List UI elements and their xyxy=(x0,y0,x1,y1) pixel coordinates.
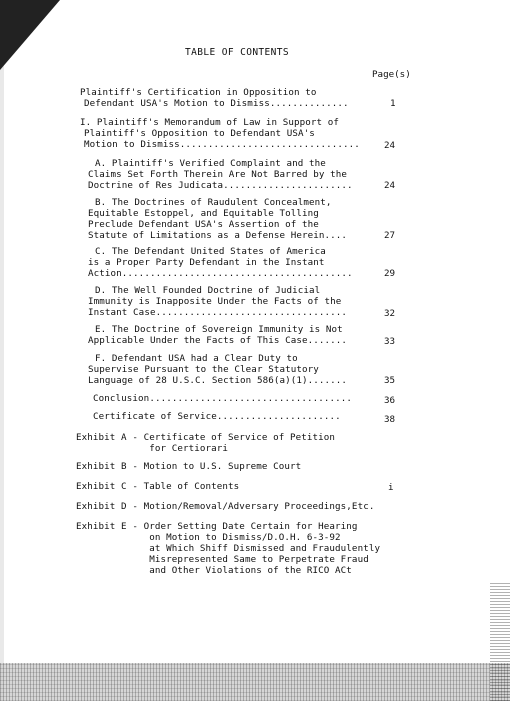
toc-page-number: 24 xyxy=(384,140,396,151)
toc-entry-line: Plaintiff's Certification in Opposition to xyxy=(80,87,317,98)
toc-page-number: 36 xyxy=(384,395,396,406)
toc-entry-line: Equitable Estoppel, and Equitable Tolling xyxy=(88,208,319,219)
exhibit-line: Exhibit E - Order Setting Date Certain for Hearing xyxy=(76,521,358,532)
toc-entry-line: Action......................................... xyxy=(88,268,353,279)
scan-noise xyxy=(490,581,510,701)
toc-entry-line: E. The Doctrine of Sovereign Immunity is Not xyxy=(95,324,343,335)
toc-entry-line: Plaintiff's Opposition to Defendant USA's xyxy=(84,128,315,139)
toc-entry-line: Doctrine of Res Judicata....................... xyxy=(88,180,353,191)
toc-entry-line: Supervise Pursuant to the Clear Statutory xyxy=(88,364,319,375)
exhibit-line: on Motion to Dismiss/D.O.H. 6-3-92 xyxy=(76,532,341,543)
exhibit-line: and Other Violations of the RICO ACt xyxy=(76,565,352,576)
exhibit-line: for Certiorari xyxy=(76,443,229,454)
toc-entry-line: Immunity is Inapposite Under the Facts of the xyxy=(88,296,342,307)
page-title: TABLE OF CONTENTS xyxy=(185,47,290,58)
toc-entry-line: Defendant USA's Motion to Dismiss.............. xyxy=(84,98,349,109)
toc-entry-line: Statute of Limitations as a Defense Herein.... xyxy=(88,230,348,241)
toc-page-number: 27 xyxy=(384,230,396,241)
toc-entry-line: B. The Doctrines of Raudulent Concealment, xyxy=(95,197,332,208)
toc-page-number: 38 xyxy=(384,414,396,425)
toc-page-number: 1 xyxy=(390,98,396,109)
exhibit-line: Exhibit D - Motion/Removal/Adversary Proceedings,Etc. xyxy=(76,501,375,512)
toc-entry-line: D. The Well Founded Doctrine of Judicial xyxy=(95,285,321,296)
toc-page-number: 33 xyxy=(384,336,396,347)
toc-entry-line: C. The Defendant United States of America xyxy=(95,246,326,257)
exhibit-line: Exhibit A - Certificate of Service of Petition xyxy=(76,432,336,443)
toc-entry-line: Certificate of Service...................... xyxy=(93,411,341,422)
exhibit-line: Exhibit C - Table of Contents xyxy=(76,481,240,492)
toc-page-number: 35 xyxy=(384,375,396,386)
exhibit-line: at Which Shiff Dismissed and Fraudulently xyxy=(76,543,381,554)
page-column-header: Page(s) xyxy=(372,69,411,80)
toc-page-number: 29 xyxy=(384,268,396,279)
toc-entry-line: F. Defendant USA had a Clear Duty to xyxy=(95,353,298,364)
toc-entry-line: Motion to Dismiss................................ xyxy=(84,139,360,150)
scan-noise xyxy=(0,663,510,701)
toc-entry-line: Instant Case.................................. xyxy=(88,307,348,318)
toc-page-number: 32 xyxy=(384,308,396,319)
toc-entry-line: Applicable Under the Facts of This Case....... xyxy=(88,335,348,346)
toc-page-number: 24 xyxy=(384,180,396,191)
exhibit-line: Misrepresented Same to Perpetrate Fraud xyxy=(76,554,369,565)
toc-entry-line: Preclude Defendant USA's Assertion of the xyxy=(88,219,319,230)
toc-entry-line: A. Plaintiff's Verified Complaint and the xyxy=(95,158,326,169)
scan-shadow xyxy=(0,0,4,701)
exhibit-line: Exhibit B - Motion to U.S. Supreme Court xyxy=(76,461,302,472)
toc-entry-line: Claims Set Forth Therein Are Not Barred by the xyxy=(88,169,348,180)
scan-corner xyxy=(0,0,60,70)
toc-page-number: i xyxy=(388,482,394,493)
toc-entry-line: Language of 28 U.S.C. Section 586(a)(1)....... xyxy=(88,375,348,386)
toc-entry-line: I. Plaintiff's Memorandum of Law in Support of xyxy=(80,117,340,128)
toc-entry-line: Conclusion.................................... xyxy=(93,393,353,404)
toc-entry-line: is a Proper Party Defendant in the Instant xyxy=(88,257,325,268)
